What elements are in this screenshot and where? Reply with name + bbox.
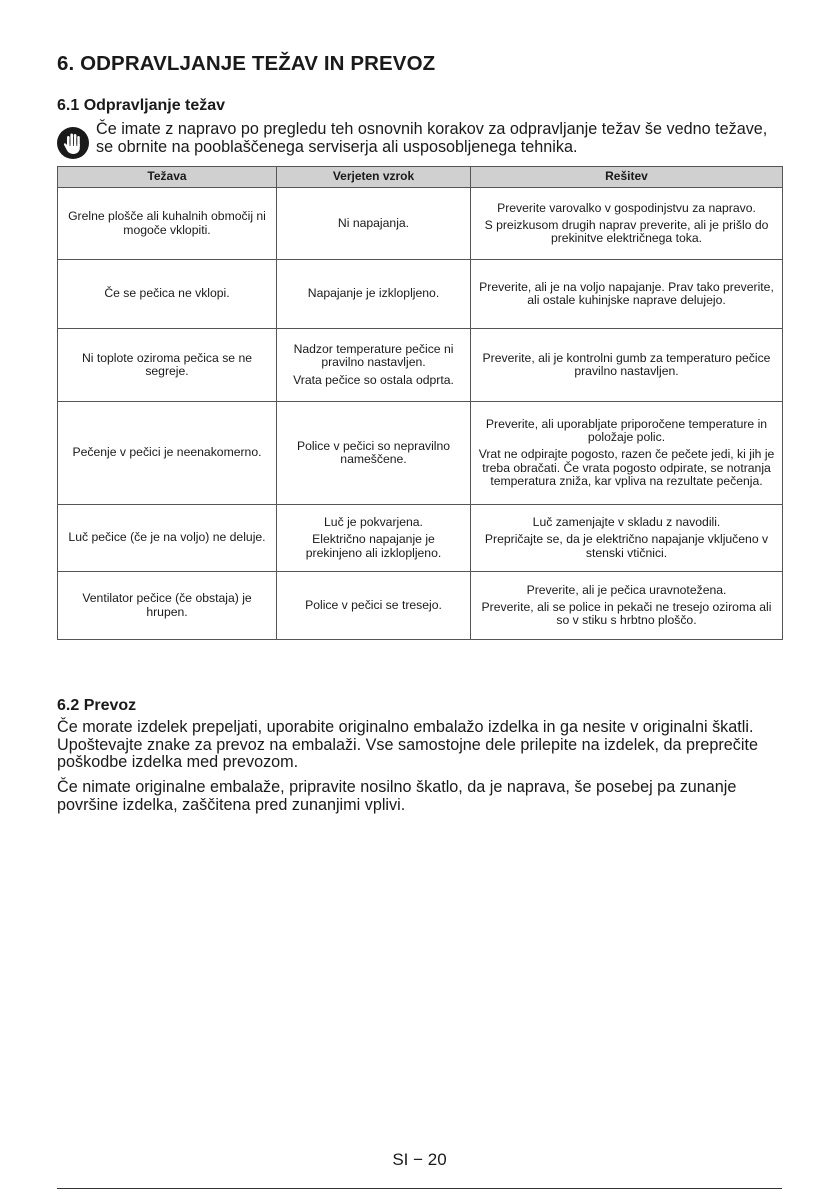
problem-cell: Pečenje v pečici je neenakomerno.	[58, 402, 277, 505]
cause-cell: Napajanje je izklopljeno.	[277, 260, 471, 329]
table-row	[58, 572, 783, 640]
solution-cell: Preverite, ali je kontrolni gumb za temperaturo pečice pravilno nastavljen.	[471, 329, 783, 402]
warning-note	[57, 121, 782, 156]
table-header-row	[58, 167, 783, 188]
table-row	[58, 505, 783, 572]
page-number: SI − 20	[392, 1150, 447, 1169]
table-row	[58, 402, 783, 505]
problem-cell: Če se pečica ne vklopi.	[58, 260, 277, 329]
solution-cell: Preverite, ali uporabljate priporočene temperature in položaje polic. Vrat ne odpirajte pogosto, razen če pečete jedi, ki jih je treba obračati. Če vrata pogosto odpirate, se notranja temperatura zniža, kar vpliva na rezultate pečenja.	[471, 402, 783, 505]
cause-cell: Police v pečici se tresejo.	[277, 572, 471, 640]
transport-paragraph-1: Če morate izdelek prepeljati, uporabite originalno embalažo izdelka in ga nesite v originalni škatli. Upoštevajte znake za prevoz na embalaži. Vse samostojne dele prilepite na izdelek, da preprečite poškodbe izdelka med prevozom.	[57, 718, 758, 771]
problem-cell: Luč pečice (če je na voljo) ne deluje.	[58, 505, 277, 572]
transport-paragraph-2: Če nimate originalne embalaže, pripravite nosilno škatlo, da je naprava, še posebej pa zunanje površine izdelka, zaščitena pred zunanjimi vplivi.	[57, 778, 737, 814]
hand-stop-icon	[57, 127, 89, 159]
header-cause: Verjeten vzrok	[277, 167, 471, 188]
warning-text: Če imate z napravo po pregledu teh osnovnih korakov za odpravljanje težav še vedno težave, se obrnite na pooblaščenega serviserja ali usposobljenega tehnika.	[96, 120, 768, 156]
subsection-heading-troubleshooting: 6.1 Odpravljanje težav	[57, 97, 226, 114]
footer-divider	[57, 1188, 782, 1189]
subsection-heading-transport: 6.2 Prevoz	[57, 697, 137, 714]
table-row	[58, 260, 783, 329]
troubleshooting-table	[57, 166, 783, 640]
problem-cell: Grelne plošče ali kuhalnih območij ni mogoče vklopiti.	[58, 188, 277, 260]
table-row	[58, 329, 783, 402]
cause-cell: Luč je pokvarjena. Električno napajanje je prekinjeno ali izklopljeno.	[277, 505, 471, 572]
problem-cell: Ventilator pečice (če obstaja) je hrupen.	[58, 572, 277, 640]
cause-cell: Ni napajanja.	[277, 188, 471, 260]
section-title: 6. ODPRAVLJANJE TEŽAV IN PREVOZ	[57, 52, 436, 75]
solution-cell: Preverite, ali je pečica uravnotežena. Preverite, ali se police in pekači ne tresejo oziroma ali so v stiku s hrbtno ploščo.	[471, 572, 783, 640]
problem-cell: Ni toplote oziroma pečica se ne segreje.	[58, 329, 277, 402]
cause-cell: Nadzor temperature pečice ni pravilno nastavljen. Vrata pečice so ostala odprta.	[277, 329, 471, 402]
header-solution: Rešitev	[471, 167, 783, 188]
solution-cell: Preverite, ali je na voljo napajanje. Prav tako preverite, ali ostale kuhinjske naprave delujejo.	[471, 260, 783, 329]
solution-cell: Luč zamenjajte v skladu z navodili. Prepričajte se, da je električno napajanje vključeno v stenski vtičnici.	[471, 505, 783, 572]
table-row	[58, 188, 783, 260]
solution-cell: Preverite varovalko v gospodinjstvu za napravo. S preizkusom drugih naprav preverite, ali je prišlo do prekinitve električnega toka.	[471, 188, 783, 260]
header-problem: Težava	[58, 167, 277, 188]
cause-cell: Police v pečici so nepravilno nameščene.	[277, 402, 471, 505]
